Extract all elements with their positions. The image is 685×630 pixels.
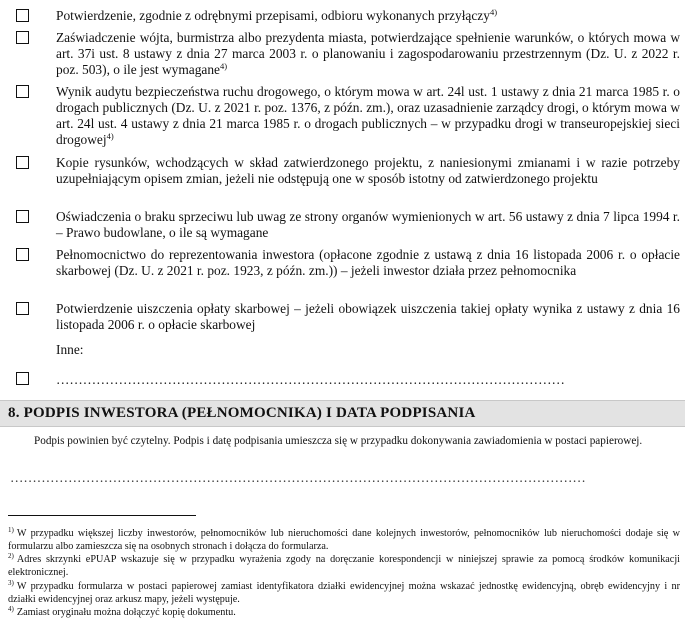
signature-line[interactable]: …………………………………………………………………………………………………………………	[10, 470, 586, 485]
other-checkbox[interactable]	[16, 372, 29, 385]
item-text: Pełnomocnictwo do reprezentowania inwestora (opłacone zgodnie z ustawą z dnia 16 listopada 2006 r. o opłacie skarbowej (Dz. U. z 2021 r. poz. 1923, z późn. zm.)) – jeżeli inwestor działa przez pełnomocnika	[56, 247, 680, 278]
item-text: Kopie rysunków, wchodzących w skład zatwierdzonego projektu, z naniesionymi zmianami i w razie potrzeby uzupełniającym opisem zmian, jeżeli nie odstępują one w sposób istotny od zatwierdzonego projektu	[56, 155, 680, 186]
item-text: Wynik audytu bezpieczeństwa ruchu drogowego, o którym mowa w art. 24l ust. 1 ustawy z dnia 21 marca 1985 r. o drogach publicznych (Dz. U. z 2021 r. poz. 1376, z późn. zm.), oraz uzasadnienie zarządcy drogi, o którym mowa w art. 24l ust. 4 ustawy z dnia 21 marca 1985 r. o drogach publicznych – w przypadku drogi w transeuropejskiej sieci drogowej$^{4)}$	[56, 84, 680, 147]
other-label: Inne:	[56, 342, 84, 357]
footnote-divider	[8, 515, 196, 516]
checkbox[interactable]	[16, 302, 29, 315]
footnote-3: $^{3)}$ W przypadku formularza w postaci papierowej zamiast identyfikatora działki ewidencyjnej można wskazać jednostkę ewidencyjną, obręb ewidencyjny i nr działki ewidencyjnej oraz arkusz mapy, jeżeli występuje.	[8, 579, 680, 605]
item-text: Zaświadczenie wójta, burmistrza albo prezydenta miasta, potwierdzające spełnienie warunków, o których mowa w art. 37i ust. 8 ustawy z dnia 27 marca 2003 r. o planowaniu i zagospodarowaniu przestrzennym (Dz. U. z 2022 r. poz. 503), o ile jest wymagane$^{4)}$	[56, 30, 680, 77]
other-input-line[interactable]: ……………………………………………………………………………………………………	[56, 372, 565, 387]
footnote-2: $^{2)}$ Adres skrzynki ePUAP wskazuje się w przypadku wyrażenia zgody na doręczanie korespondencji w niniejszej sprawie za pomocą środków komunikacji elektronicznej.	[8, 552, 680, 578]
checkbox[interactable]	[16, 85, 29, 98]
checkbox[interactable]	[16, 9, 29, 22]
footnote-4: $^{4)}$ Zamiast oryginału można dołączyć kopię dokumentu.	[8, 605, 236, 618]
footnote-1: $^{1)}$ W przypadku większej liczby inwestorów, pełnomocników lub nieruchomości dane kolejnych inwestorów, pełnomocników lub nieruchomości dodaje się w formularzu albo zamieszcza się na osobnych stronach i dołącza do formularza.	[8, 526, 680, 552]
section-header	[0, 400, 685, 427]
item-text: Potwierdzenie uiszczenia opłaty skarbowej – jeżeli obowiązek uiszczenia takiej opłaty wynika z ustawy z dnia 16 listopada 2006 r. o opłacie skarbowej	[56, 301, 680, 332]
item-text: Oświadczenia o braku sprzeciwu lub uwag ze strony organów wymienionych w art. 56 ustawy z dnia 7 lipca 1994 r. – Prawo budowlane, o ile są wymagane	[56, 209, 680, 240]
checkbox[interactable]	[16, 31, 29, 44]
signature-hint: Podpis powinien być czytelny. Podpis i datę podpisania umieszcza się w przypadku dokonywania zawiadomienia w postaci papierowej.	[34, 435, 643, 447]
item-text: Potwierdzenie, zgodnie z odrębnymi przepisami, odbioru wykonanych przyłączy$^{4)}$	[56, 7, 498, 23]
checkbox[interactable]	[16, 248, 29, 261]
section-title: 8. PODPIS INWESTORA (PEŁNOMOCNIKA) I DATA PODPISANIA	[8, 405, 476, 421]
checkbox[interactable]	[16, 156, 29, 169]
checkbox[interactable]	[16, 210, 29, 223]
